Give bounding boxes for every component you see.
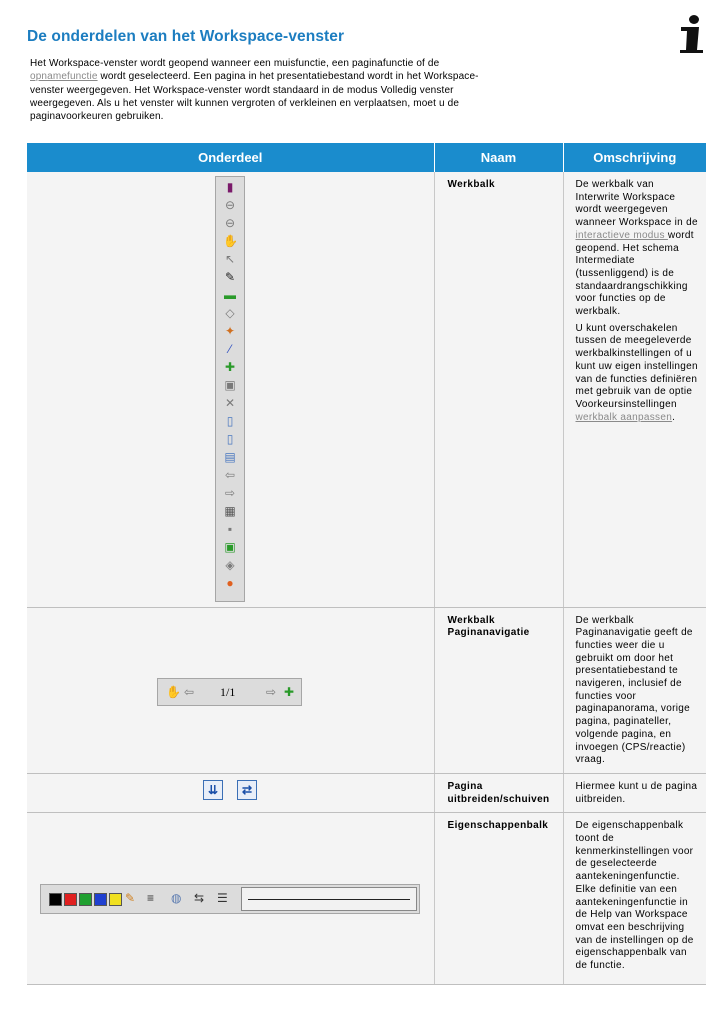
interwrite-logo-icon[interactable]: ▮	[226, 180, 234, 194]
intro-paragraph	[30, 57, 480, 123]
close-icon[interactable]: ●	[226, 576, 234, 590]
vertical-toolbar	[215, 176, 245, 602]
color-picker-icon[interactable]: ✎	[125, 891, 136, 906]
table-row	[27, 607, 706, 773]
expand-page-icon[interactable]: ⇊	[203, 780, 223, 800]
color-swatch-yellow[interactable]	[109, 893, 122, 906]
expand-image-cell	[27, 773, 434, 812]
delete-icon[interactable]: ✕	[224, 396, 236, 410]
page-navigation-toolbar	[157, 678, 302, 706]
next-page-icon[interactable]: ⇨	[266, 684, 277, 699]
color-swatch-green[interactable]	[79, 893, 92, 906]
line-icon[interactable]: ⁄	[228, 342, 231, 356]
scroll-page-icon[interactable]: ⇄	[237, 780, 257, 800]
desc-paragraph	[576, 323, 699, 425]
spotlight-icon[interactable]: ◈	[225, 558, 235, 572]
row-name-uitbreiden: Pagina uitbreiden/schuiven	[434, 773, 563, 812]
header-name: Naam	[434, 143, 563, 172]
row-name-paginanavigatie: Werkbalk Paginanavigatie	[434, 607, 563, 773]
page-title: De onderdelen van het Workspace-venster	[27, 28, 345, 45]
table-row	[27, 813, 706, 985]
row-desc-eigenschappenbalk: De eigenschappenbalk toont de kenmerkinstellingen voor de geselecteerde aantekeningenfunctie. Elke definitie van een aantekeningenfunctie in de Help van Workspace omvat een beschrijving van de instellingen op de eigenschappenbalk van de functie.	[563, 813, 706, 985]
line-width-icon[interactable]: ≡	[147, 891, 155, 906]
highlighter-icon[interactable]: ▬	[224, 288, 236, 302]
components-table	[27, 143, 706, 985]
row-name-werkbalk: Werkbalk	[434, 172, 563, 607]
table-header-row	[27, 143, 706, 172]
next-page-icon[interactable]: ⇨	[224, 486, 236, 500]
interactieve-modus-link[interactable]: interactieve modus	[575, 229, 668, 241]
line-preview	[241, 887, 417, 911]
row-desc-uitbreiden: Hiermee kunt u de pagina uitbreiden.	[563, 773, 706, 812]
expand-scroll-icons	[203, 780, 271, 800]
color-swatch-blue[interactable]	[94, 893, 107, 906]
navbar-image-cell	[27, 607, 434, 773]
blank-page-icon[interactable]: ▯	[226, 432, 234, 446]
desc-paragraph	[576, 179, 699, 319]
row-desc-werkbalk	[563, 172, 706, 607]
desc-text: De werkbalk van Interwrite Workspace wordt weergegeven wanneer Workspace in de	[575, 179, 698, 229]
table-row	[27, 172, 706, 607]
table-row	[27, 773, 706, 812]
werkbalk-aanpassen-link[interactable]: werkbalk aanpassen	[575, 411, 673, 423]
hand-icon[interactable]: ✋	[223, 234, 238, 248]
intro-text-2: wordt geselecteerd. Een pagina in het presentatiebestand wordt in het Workspace-venster weergegeven. Het Workspace-venster wordt standaard in de modus Volledig venster weergegeven. Als u het venster wilt kunnen vergroten of verkleinen en verplaatsen, moet u de paginavoorkeuren gebruiken.	[30, 71, 479, 123]
transparency-icon[interactable]: ◍	[171, 891, 182, 906]
interwrite-logo-icon	[676, 14, 706, 54]
grid-icon[interactable]: ▦	[224, 504, 236, 518]
shapes-icon[interactable]: ✦	[224, 324, 236, 338]
save-icon[interactable]: ▪	[227, 522, 233, 536]
previous-page-icon[interactable]: ⇦	[224, 468, 236, 482]
capture-icon[interactable]: ▣	[224, 378, 236, 392]
color-swatch-red[interactable]	[64, 893, 77, 906]
row-desc-paginanavigatie: De werkbalk Paginanavigatie geeft de functies weer die u gebruikt om door het presentatiebestand te navigeren, inclusief de functies voor paginapanorama, vorige pagina, paginateller, volgende pagina, en invoegen (CPS/reactie) vraag.	[563, 607, 706, 773]
pen-icon[interactable]: ✎	[224, 270, 236, 284]
properties-toolbar	[40, 884, 420, 914]
line-style-icon[interactable]: ⇆	[194, 891, 205, 906]
eraser-icon[interactable]: ◇	[225, 306, 235, 320]
toolbar-image-cell	[27, 172, 434, 607]
new-page-icon[interactable]: ▯	[226, 414, 234, 428]
insert-icon[interactable]: ✚	[224, 360, 236, 374]
row-name-eigenschappenbalk: Eigenschappenbalk	[434, 813, 563, 985]
redo-icon[interactable]: ⊖	[224, 216, 236, 230]
intro-text-1: Het Workspace-venster wordt geopend wanneer een muisfunctie, een paginafunctie of de	[30, 58, 440, 69]
propbar-image-cell	[27, 813, 434, 985]
header-part: Onderdeel	[27, 143, 434, 172]
desc-text: .	[672, 411, 676, 423]
previous-page-icon[interactable]: ⇦	[184, 684, 195, 699]
desc-text: wordt geopend. Het schema Intermediate (tussenliggend) is de standaardrangschikking voor functies op de werkbalk.	[575, 229, 694, 318]
screen-capture-icon[interactable]: ▣	[224, 540, 236, 554]
desc-text: U kunt overschakelen tussen de meegeleverde werkbalkinstellingen of u kunt uw eigen instellingen van de functies definiëren met gebruik van de optie Voorkeursinstellingen	[575, 322, 698, 410]
undo-icon[interactable]: ⊖	[224, 198, 236, 212]
pointer-icon[interactable]: ↖	[224, 252, 236, 266]
page-sorter-icon[interactable]: ▤	[224, 450, 236, 464]
header-description: Omschrijving	[563, 143, 706, 172]
opnamefunctie-link[interactable]: opnamefunctie	[30, 71, 98, 83]
page-pan-icon[interactable]: ✋	[166, 684, 181, 699]
page-counter: 1/1	[220, 684, 236, 699]
line-pattern-icon[interactable]: ☰	[217, 891, 228, 906]
color-swatch-black[interactable]	[49, 893, 62, 906]
insert-question-icon[interactable]: ✚	[284, 684, 295, 699]
